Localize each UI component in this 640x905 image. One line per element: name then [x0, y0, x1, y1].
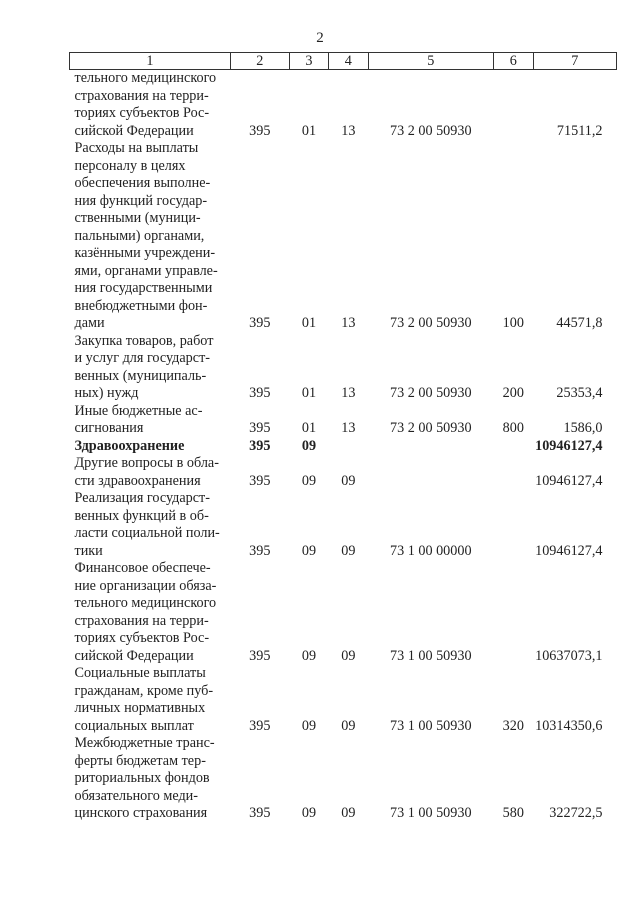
row-name: Иные бюджетные ас- сигнования: [74, 402, 203, 436]
header-row: [70, 53, 617, 70]
row-code-section: 09: [301, 647, 317, 664]
row-name: тельного медицинского страхования на терри- ториях субъектов Рос- сийской Федерации: [74, 70, 217, 139]
header-col-5: 5: [368, 53, 493, 70]
row-code-admin: 395: [249, 542, 271, 559]
row-name: Здравоохранение: [74, 437, 185, 454]
row-code-section: 01: [301, 122, 317, 139]
row-name: Финансовое обеспече- ние организации обяза- тельного медицинского страхования на терри- ториях субъектов Рос- сийской Федерации: [74, 560, 217, 664]
row-code-subsection: 13: [341, 315, 356, 331]
row-amount: 1586,0: [563, 420, 603, 436]
row-code-target: 73 2 00 50930: [389, 420, 472, 436]
row-amount: 71511,2: [556, 122, 603, 139]
row-code-subsection: 09: [341, 472, 356, 489]
row-code-expense: 580: [502, 805, 524, 821]
table-row: [70, 735, 617, 823]
row-amount: 25353,4: [556, 385, 603, 401]
row-code-section: 01: [301, 420, 317, 436]
row-amount: 10637073,1: [535, 647, 603, 664]
row-code-admin: 395: [249, 437, 271, 454]
row-code-admin: 395: [249, 717, 271, 734]
row-code-target: 73 1 00 50930: [389, 647, 472, 664]
table-row: [70, 490, 617, 560]
row-code-admin: 395: [249, 420, 271, 436]
table-header: [70, 53, 617, 70]
row-amount: 322722,5: [549, 805, 603, 821]
table-body: [70, 70, 617, 823]
row-code-target: [368, 438, 493, 456]
row-code-section: 01: [301, 315, 317, 331]
row-code-section: 09: [301, 437, 317, 454]
row-code-admin: 395: [249, 647, 271, 664]
row-code-expense: [494, 455, 534, 490]
row-code-admin: 395: [249, 805, 271, 821]
row-code-expense: [494, 490, 534, 560]
row-amount: 10946127,4: [535, 472, 603, 489]
budget-table: [69, 52, 617, 823]
header-col-6: 6: [494, 53, 534, 70]
row-code-subsection: 13: [341, 385, 356, 401]
header-col-3: 3: [289, 53, 328, 70]
row-code-expense: 800: [502, 420, 524, 436]
row-code-target: 73 1 00 50930: [389, 717, 472, 734]
table-row: [70, 333, 617, 403]
page-number: 2: [316, 30, 324, 46]
row-code-section: 09: [301, 805, 317, 821]
row-code-admin: 395: [249, 315, 271, 331]
header-col-2: 2: [230, 53, 289, 70]
table-row: [70, 403, 617, 438]
row-code-subsection: 09: [341, 717, 356, 734]
table-row: [70, 665, 617, 735]
table-row: [70, 70, 617, 141]
row-code-target: [368, 455, 493, 490]
row-code-section: 01: [301, 385, 317, 401]
row-code-subsection: 13: [341, 122, 356, 139]
table-row: [70, 455, 617, 490]
row-amount: 44571,8: [556, 315, 603, 331]
row-code-subsection: [329, 438, 368, 456]
row-code-expense: [494, 70, 534, 141]
row-amount: 10946127,4: [535, 542, 603, 559]
row-code-expense: 320: [502, 717, 524, 734]
row-code-section: 09: [301, 717, 317, 734]
row-code-subsection: 09: [341, 805, 356, 821]
header-col-7: 7: [533, 53, 616, 70]
row-code-subsection: 09: [341, 647, 356, 664]
row-code-expense: [494, 438, 534, 456]
row-name: Социальные выплаты гражданам, кроме пуб- личных нормативных социальных выплат: [74, 665, 214, 734]
row-code-subsection: 13: [341, 420, 356, 436]
row-code-admin: 395: [249, 472, 271, 489]
header-col-1: 1: [70, 53, 231, 70]
table-row: [70, 438, 617, 456]
row-name: Межбюджетные транс- ферты бюджетам тер- риториальных фондов обязательного меди- цинского страхования: [74, 735, 215, 821]
row-code-subsection: 09: [341, 542, 356, 559]
row-code-target: 73 2 00 50930: [389, 315, 472, 331]
row-code-target: 73 1 00 50930: [389, 805, 472, 821]
row-code-target: 73 2 00 50930: [389, 385, 472, 401]
row-code-target: 73 1 00 00000: [389, 542, 472, 559]
row-amount: 10314350,6: [535, 717, 603, 734]
row-name: Расходы на выплаты персоналу в целях обеспечения выполне- ния функций государ- ственными (муници- пальными) органами, казёнными учреждени- ями, органами управле- ния государственными внебюджетными фон- дами: [74, 140, 218, 331]
table-row: [70, 140, 617, 333]
row-name: Другие вопросы в обла- сти здравоохранения: [74, 455, 219, 489]
row-code-admin: 395: [249, 385, 271, 401]
row-code-section: 09: [301, 542, 317, 559]
row-code-expense: 200: [502, 385, 524, 401]
row-code-admin: 395: [249, 122, 271, 139]
table-row: [70, 560, 617, 665]
row-name: Реализация государст- венных функций в об- ласти социальной поли- тики: [74, 490, 220, 559]
row-name: Закупка товаров, работ и услуг для государст- венных (муниципаль- ных) нужд: [74, 332, 214, 401]
row-code-expense: [494, 560, 534, 665]
row-code-target: 73 2 00 50930: [389, 122, 472, 139]
row-code-section: 09: [301, 472, 317, 489]
row-amount: 10946127,4: [535, 437, 603, 454]
row-code-expense: 100: [502, 315, 524, 331]
header-col-4: 4: [329, 53, 368, 70]
